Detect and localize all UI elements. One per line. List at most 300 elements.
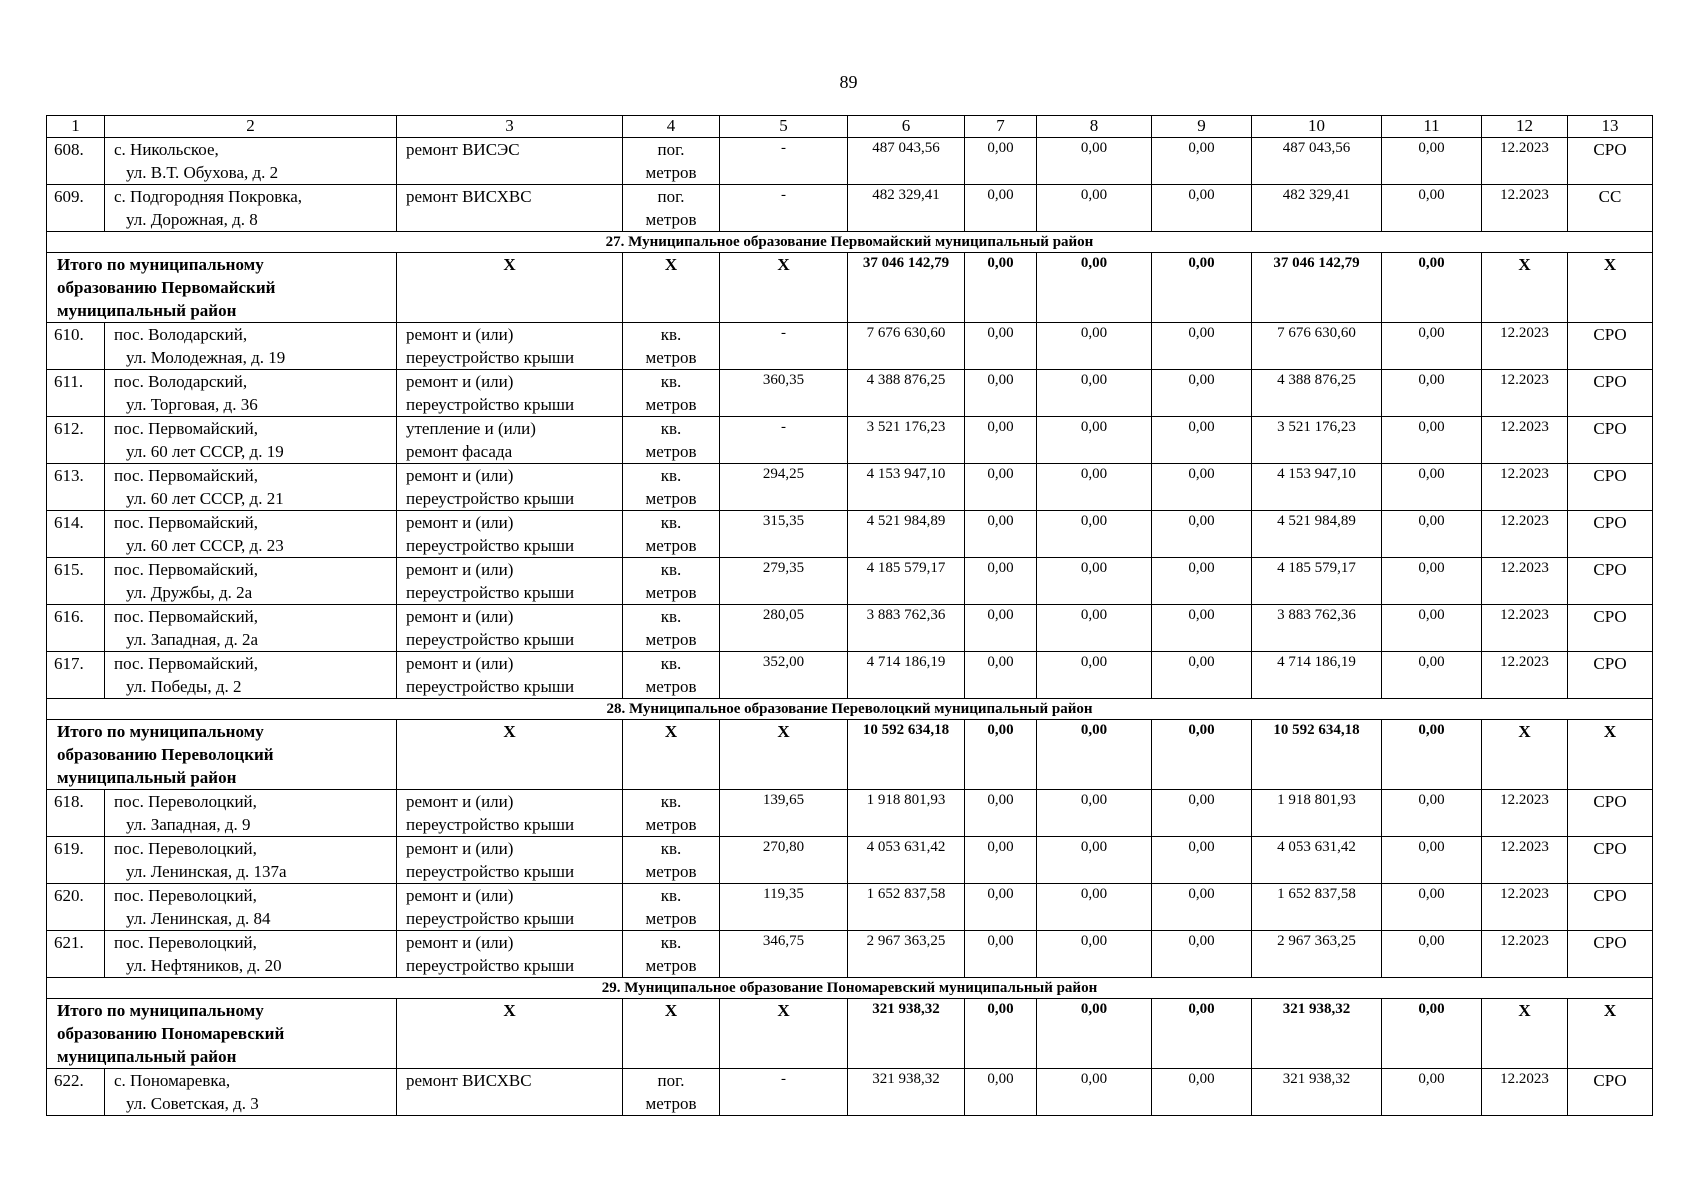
work-type-line: утепление и (или): [406, 419, 536, 438]
address-street: ул. Нефтяников, д. 20: [126, 956, 282, 975]
total-cell-c4: Х: [623, 999, 720, 1069]
cell-c11: 0,00: [1382, 558, 1482, 605]
cell-c13: СРО: [1568, 605, 1653, 652]
work-type-line: ремонт и (или): [406, 466, 514, 485]
cell-c8: 0,00: [1037, 417, 1152, 464]
address-street: ул. Торговая, д. 36: [126, 395, 258, 414]
unit-line: метров: [645, 163, 697, 182]
total-label-line: Итого по муниципальному: [57, 255, 264, 274]
column-number: 10: [1252, 116, 1382, 138]
unit-line: кв.: [660, 839, 682, 858]
total-cell-c7: 0,00: [965, 720, 1037, 790]
address-locality: пос. Первомайский,: [114, 513, 259, 532]
cell-c11: 0,00: [1382, 138, 1482, 185]
total-cell-c9: 0,00: [1152, 720, 1252, 790]
cell-c13: СРО: [1568, 652, 1653, 699]
total-cell-c3: Х: [397, 999, 623, 1069]
unit-line: метров: [645, 630, 697, 649]
section-header-row: [47, 232, 1653, 253]
cell-c11: 0,00: [1382, 884, 1482, 931]
table-row: [47, 323, 1653, 370]
total-cell-c13: Х: [1568, 253, 1653, 323]
column-number: 3: [397, 116, 623, 138]
cell-c8: 0,00: [1037, 138, 1152, 185]
unit-line: пог.: [657, 1071, 685, 1090]
column-number: 4: [623, 116, 720, 138]
row-number: 614.: [47, 511, 105, 558]
column-number: 1: [47, 116, 105, 138]
total-cell-c10: 37 046 142,79: [1252, 253, 1382, 323]
address-cell: [105, 558, 397, 605]
total-cell-c12: Х: [1482, 720, 1568, 790]
table-row: [47, 464, 1653, 511]
row-number: 616.: [47, 605, 105, 652]
table-row: [47, 417, 1653, 464]
cell-c5: 279,35: [720, 558, 848, 605]
cell-c12: 12.2023: [1482, 464, 1568, 511]
address-cell: [105, 464, 397, 511]
total-cell-c13: Х: [1568, 999, 1653, 1069]
address-street: ул. Ленинская, д. 137а: [126, 862, 287, 881]
address-street: ул. 60 лет СССР, д. 19: [126, 442, 284, 461]
cell-c11: 0,00: [1382, 790, 1482, 837]
work-type-line: ремонт ВИСХВС: [406, 187, 532, 206]
address-locality: пос. Первомайский,: [114, 419, 259, 438]
work-type-line: переустройство крыши: [406, 815, 575, 834]
work-type-cell: [397, 464, 623, 511]
total-cell-c8: 0,00: [1037, 999, 1152, 1069]
cell-c12: 12.2023: [1482, 884, 1568, 931]
total-label: [47, 999, 397, 1069]
unit-line: пог.: [657, 187, 685, 206]
cell-c6: 4 185 579,17: [848, 558, 965, 605]
total-cell-c8: 0,00: [1037, 253, 1152, 323]
table-row: [47, 370, 1653, 417]
work-type-line: переустройство крыши: [406, 862, 575, 881]
cell-c6: 7 676 630,60: [848, 323, 965, 370]
cell-c9: 0,00: [1152, 652, 1252, 699]
address-street: ул. 60 лет СССР, д. 21: [126, 489, 284, 508]
row-number: 618.: [47, 790, 105, 837]
cell-c10: 2 967 363,25: [1252, 931, 1382, 978]
address-locality: с. Подгородняя Покровка,: [114, 187, 303, 206]
cell-c5: 270,80: [720, 837, 848, 884]
cell-c9: 0,00: [1152, 931, 1252, 978]
cell-c6: 487 043,56: [848, 138, 965, 185]
cell-c13: СРО: [1568, 790, 1653, 837]
cell-c13: СС: [1568, 185, 1653, 232]
work-type-cell: [397, 185, 623, 232]
address-street: ул. Западная, д. 9: [126, 815, 251, 834]
unit-line: метров: [645, 1094, 697, 1113]
total-cell-c11: 0,00: [1382, 253, 1482, 323]
cell-c9: 0,00: [1152, 884, 1252, 931]
address-locality: с. Пономаревка,: [114, 1071, 231, 1090]
cell-c6: 321 938,32: [848, 1069, 965, 1116]
cell-c13: СРО: [1568, 417, 1653, 464]
unit-cell: [623, 790, 720, 837]
cell-c9: 0,00: [1152, 417, 1252, 464]
cell-c11: 0,00: [1382, 323, 1482, 370]
unit-cell: [623, 931, 720, 978]
work-type-cell: [397, 837, 623, 884]
cell-c9: 0,00: [1152, 1069, 1252, 1116]
address-locality: пос. Первомайский,: [114, 607, 259, 626]
unit-cell: [623, 185, 720, 232]
address-locality: пос. Первомайский,: [114, 560, 259, 579]
work-type-line: ремонт фасада: [406, 442, 513, 461]
unit-line: метров: [645, 395, 697, 414]
address-street: ул. 60 лет СССР, д. 23: [126, 536, 284, 555]
work-type-line: ремонт и (или): [406, 886, 514, 905]
cell-c10: 1 652 837,58: [1252, 884, 1382, 931]
cell-c6: 4 714 186,19: [848, 652, 965, 699]
work-type-line: переустройство крыши: [406, 630, 575, 649]
column-number: 6: [848, 116, 965, 138]
capital-repair-table: [46, 115, 1653, 1116]
total-cell-c5: Х: [720, 999, 848, 1069]
cell-c12: 12.2023: [1482, 790, 1568, 837]
section-title: 28. Муниципальное образование Переволоцкий муниципальный район: [47, 699, 1653, 720]
cell-c10: 1 918 801,93: [1252, 790, 1382, 837]
column-number: 11: [1382, 116, 1482, 138]
work-type-line: переустройство крыши: [406, 909, 575, 928]
table-row: [47, 884, 1653, 931]
cell-c9: 0,00: [1152, 138, 1252, 185]
address-locality: пос. Володарский,: [114, 372, 248, 391]
unit-line: пог.: [657, 140, 685, 159]
cell-c12: 12.2023: [1482, 138, 1568, 185]
total-label-line: образованию Первомайский: [57, 278, 276, 297]
table-row: [47, 605, 1653, 652]
total-cell-c9: 0,00: [1152, 253, 1252, 323]
cell-c10: 4 153 947,10: [1252, 464, 1382, 511]
work-type-cell: [397, 1069, 623, 1116]
table-row: [47, 931, 1653, 978]
cell-c11: 0,00: [1382, 837, 1482, 884]
work-type-cell: [397, 138, 623, 185]
unit-line: метров: [645, 536, 697, 555]
cell-c5: -: [720, 323, 848, 370]
address-cell: [105, 323, 397, 370]
cell-c12: 12.2023: [1482, 417, 1568, 464]
address-street: ул. Советская, д. 3: [126, 1094, 259, 1113]
address-locality: пос. Первомайский,: [114, 466, 259, 485]
cell-c8: 0,00: [1037, 370, 1152, 417]
cell-c13: СРО: [1568, 370, 1653, 417]
address-locality: с. Никольское,: [114, 140, 219, 159]
unit-line: метров: [645, 815, 697, 834]
work-type-cell: [397, 417, 623, 464]
unit-cell: [623, 511, 720, 558]
cell-c7: 0,00: [965, 558, 1037, 605]
total-label-line: муниципальный район: [57, 1047, 237, 1066]
cell-c10: 4 053 631,42: [1252, 837, 1382, 884]
unit-line: метров: [645, 956, 697, 975]
cell-c11: 0,00: [1382, 605, 1482, 652]
address-cell: [105, 790, 397, 837]
address-cell: [105, 370, 397, 417]
cell-c7: 0,00: [965, 605, 1037, 652]
total-cell-c12: Х: [1482, 253, 1568, 323]
column-number: 7: [965, 116, 1037, 138]
address-locality: пос. Первомайский,: [114, 654, 259, 673]
cell-c9: 0,00: [1152, 837, 1252, 884]
total-label: [47, 253, 397, 323]
row-number: 620.: [47, 884, 105, 931]
work-type-line: ремонт и (или): [406, 792, 514, 811]
cell-c5: 346,75: [720, 931, 848, 978]
work-type-line: переустройство крыши: [406, 348, 575, 367]
unit-line: метров: [645, 583, 697, 602]
work-type-line: ремонт и (или): [406, 513, 514, 532]
cell-c10: 7 676 630,60: [1252, 323, 1382, 370]
unit-cell: [623, 605, 720, 652]
cell-c7: 0,00: [965, 138, 1037, 185]
cell-c9: 0,00: [1152, 558, 1252, 605]
total-cell-c13: Х: [1568, 720, 1653, 790]
total-cell-c5: Х: [720, 253, 848, 323]
address-cell: [105, 138, 397, 185]
total-cell-c5: Х: [720, 720, 848, 790]
cell-c7: 0,00: [965, 323, 1037, 370]
cell-c7: 0,00: [965, 1069, 1037, 1116]
table-body: [47, 116, 1653, 1116]
cell-c5: -: [720, 417, 848, 464]
address-street: ул. Западная, д. 2а: [126, 630, 259, 649]
total-cell-c9: 0,00: [1152, 999, 1252, 1069]
address-street: ул. Дружбы, д. 2а: [126, 583, 253, 602]
section-title: 27. Муниципальное образование Первомайский муниципальный район: [47, 232, 1653, 253]
cell-c12: 12.2023: [1482, 652, 1568, 699]
cell-c5: -: [720, 1069, 848, 1116]
row-number: 612.: [47, 417, 105, 464]
work-type-cell: [397, 790, 623, 837]
total-cell-c12: Х: [1482, 999, 1568, 1069]
work-type-cell: [397, 558, 623, 605]
cell-c6: 4 521 984,89: [848, 511, 965, 558]
table-row: [47, 138, 1653, 185]
address-locality: пос. Переволоцкий,: [114, 933, 257, 952]
total-cell-c4: Х: [623, 720, 720, 790]
cell-c12: 12.2023: [1482, 185, 1568, 232]
total-cell-c3: Х: [397, 253, 623, 323]
unit-line: кв.: [660, 325, 682, 344]
row-number: 621.: [47, 931, 105, 978]
address-cell: [105, 837, 397, 884]
cell-c10: 482 329,41: [1252, 185, 1382, 232]
total-cell-c7: 0,00: [965, 999, 1037, 1069]
total-cell-c11: 0,00: [1382, 720, 1482, 790]
unit-line: кв.: [660, 933, 682, 952]
cell-c9: 0,00: [1152, 464, 1252, 511]
address-street: ул. В.Т. Обухова, д. 2: [126, 163, 279, 182]
address-locality: пос. Переволоцкий,: [114, 839, 257, 858]
cell-c6: 1 918 801,93: [848, 790, 965, 837]
cell-c6: 3 521 176,23: [848, 417, 965, 464]
cell-c11: 0,00: [1382, 931, 1482, 978]
unit-line: кв.: [660, 654, 682, 673]
unit-cell: [623, 323, 720, 370]
work-type-cell: [397, 370, 623, 417]
cell-c5: 360,35: [720, 370, 848, 417]
address-cell: [105, 931, 397, 978]
total-cell-c10: 321 938,32: [1252, 999, 1382, 1069]
row-number: 609.: [47, 185, 105, 232]
total-cell-c10: 10 592 634,18: [1252, 720, 1382, 790]
work-type-cell: [397, 323, 623, 370]
unit-line: кв.: [660, 513, 682, 532]
total-cell-c7: 0,00: [965, 253, 1037, 323]
cell-c8: 0,00: [1037, 558, 1152, 605]
cell-c12: 12.2023: [1482, 931, 1568, 978]
cell-c7: 0,00: [965, 884, 1037, 931]
column-number: 5: [720, 116, 848, 138]
address-cell: [105, 185, 397, 232]
work-type-cell: [397, 652, 623, 699]
cell-c7: 0,00: [965, 417, 1037, 464]
section-header-row: [47, 699, 1653, 720]
cell-c7: 0,00: [965, 790, 1037, 837]
cell-c6: 4 053 631,42: [848, 837, 965, 884]
address-street: ул. Молодежная, д. 19: [126, 348, 286, 367]
cell-c9: 0,00: [1152, 370, 1252, 417]
unit-line: кв.: [660, 886, 682, 905]
address-cell: [105, 511, 397, 558]
unit-line: кв.: [660, 607, 682, 626]
cell-c12: 12.2023: [1482, 370, 1568, 417]
cell-c13: СРО: [1568, 884, 1653, 931]
cell-c5: 315,35: [720, 511, 848, 558]
cell-c10: 487 043,56: [1252, 138, 1382, 185]
total-cell-c4: Х: [623, 253, 720, 323]
cell-c7: 0,00: [965, 837, 1037, 884]
column-number-row: [47, 116, 1653, 138]
unit-line: кв.: [660, 466, 682, 485]
row-number: 615.: [47, 558, 105, 605]
cell-c7: 0,00: [965, 511, 1037, 558]
cell-c6: 1 652 837,58: [848, 884, 965, 931]
total-label-line: образованию Пономаревский: [57, 1024, 285, 1043]
cell-c7: 0,00: [965, 652, 1037, 699]
cell-c8: 0,00: [1037, 323, 1152, 370]
cell-c12: 12.2023: [1482, 323, 1568, 370]
cell-c9: 0,00: [1152, 185, 1252, 232]
address-locality: пос. Переволоцкий,: [114, 886, 257, 905]
cell-c12: 12.2023: [1482, 511, 1568, 558]
cell-c13: СРО: [1568, 837, 1653, 884]
section-header-row: [47, 978, 1653, 999]
cell-c12: 12.2023: [1482, 1069, 1568, 1116]
cell-c13: СРО: [1568, 511, 1653, 558]
unit-line: кв.: [660, 372, 682, 391]
cell-c12: 12.2023: [1482, 605, 1568, 652]
address-cell: [105, 1069, 397, 1116]
unit-cell: [623, 837, 720, 884]
cell-c11: 0,00: [1382, 370, 1482, 417]
unit-line: кв.: [660, 560, 682, 579]
address-cell: [105, 605, 397, 652]
cell-c10: 4 521 984,89: [1252, 511, 1382, 558]
row-number: 622.: [47, 1069, 105, 1116]
unit-line: метров: [645, 348, 697, 367]
unit-line: метров: [645, 909, 697, 928]
column-number: 13: [1568, 116, 1653, 138]
cell-c11: 0,00: [1382, 464, 1482, 511]
table-row: [47, 185, 1653, 232]
unit-cell: [623, 652, 720, 699]
cell-c8: 0,00: [1037, 837, 1152, 884]
total-cell-c3: Х: [397, 720, 623, 790]
address-locality: пос. Переволоцкий,: [114, 792, 257, 811]
total-cell-c6: 321 938,32: [848, 999, 965, 1069]
work-type-cell: [397, 884, 623, 931]
work-type-line: ремонт ВИСЭС: [406, 140, 520, 159]
work-type-cell: [397, 511, 623, 558]
cell-c10: 3 521 176,23: [1252, 417, 1382, 464]
cell-c12: 12.2023: [1482, 837, 1568, 884]
cell-c9: 0,00: [1152, 790, 1252, 837]
address-street: ул. Ленинская, д. 84: [126, 909, 271, 928]
section-title: 29. Муниципальное образование Пономаревский муниципальный район: [47, 978, 1653, 999]
work-type-line: переустройство крыши: [406, 677, 575, 696]
work-type-cell: [397, 931, 623, 978]
cell-c13: СРО: [1568, 1069, 1653, 1116]
total-row: [47, 253, 1653, 323]
cell-c9: 0,00: [1152, 323, 1252, 370]
cell-c5: 280,05: [720, 605, 848, 652]
cell-c8: 0,00: [1037, 931, 1152, 978]
cell-c6: 482 329,41: [848, 185, 965, 232]
address-street: ул. Дорожная, д. 8: [126, 210, 258, 229]
work-type-line: ремонт и (или): [406, 325, 514, 344]
total-label-line: муниципальный район: [57, 301, 237, 320]
cell-c5: 119,35: [720, 884, 848, 931]
cell-c6: 4 153 947,10: [848, 464, 965, 511]
cell-c10: 4 714 186,19: [1252, 652, 1382, 699]
unit-line: метров: [645, 210, 697, 229]
cell-c10: 321 938,32: [1252, 1069, 1382, 1116]
work-type-line: ремонт ВИСХВС: [406, 1071, 532, 1090]
total-label-line: муниципальный район: [57, 768, 237, 787]
address-cell: [105, 652, 397, 699]
cell-c10: 4 388 876,25: [1252, 370, 1382, 417]
address-cell: [105, 884, 397, 931]
cell-c10: 4 185 579,17: [1252, 558, 1382, 605]
cell-c9: 0,00: [1152, 511, 1252, 558]
table-row: [47, 511, 1653, 558]
column-number: 2: [105, 116, 397, 138]
cell-c8: 0,00: [1037, 185, 1152, 232]
cell-c13: СРО: [1568, 323, 1653, 370]
unit-cell: [623, 558, 720, 605]
cell-c11: 0,00: [1382, 652, 1482, 699]
cell-c10: 3 883 762,36: [1252, 605, 1382, 652]
work-type-line: переустройство крыши: [406, 489, 575, 508]
cell-c11: 0,00: [1382, 417, 1482, 464]
cell-c5: 352,00: [720, 652, 848, 699]
cell-c7: 0,00: [965, 185, 1037, 232]
unit-line: метров: [645, 677, 697, 696]
cell-c11: 0,00: [1382, 1069, 1482, 1116]
total-label-line: Итого по муниципальному: [57, 722, 264, 741]
page-number: 89: [839, 72, 858, 92]
work-type-line: переустройство крыши: [406, 536, 575, 555]
unit-line: кв.: [660, 419, 682, 438]
address-locality: пос. Володарский,: [114, 325, 248, 344]
unit-cell: [623, 1069, 720, 1116]
cell-c5: 294,25: [720, 464, 848, 511]
